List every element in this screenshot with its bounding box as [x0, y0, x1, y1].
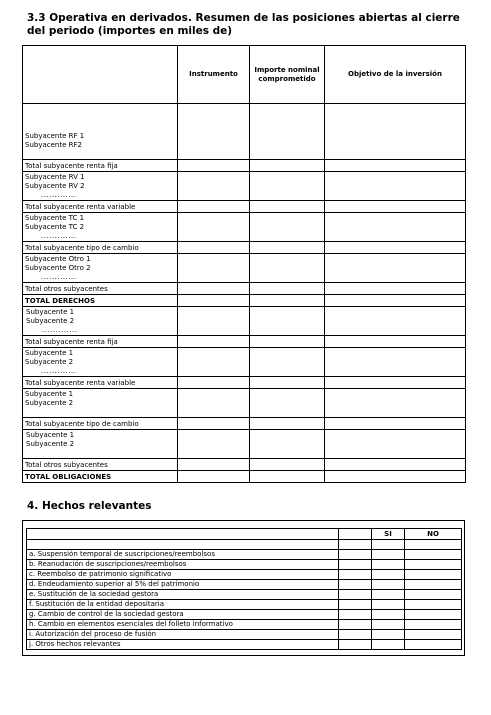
value-cell[interactable]: [325, 459, 466, 471]
hecho-no-cell[interactable]: [405, 620, 462, 630]
hecho-spacer-cell: [339, 570, 372, 580]
row-label: [23, 459, 178, 471]
row-label-line: Subyacente 1: [25, 390, 74, 398]
row-label: [23, 213, 178, 242]
table-row: [23, 307, 466, 336]
row-label: [23, 430, 178, 459]
row-label-line: .............: [41, 273, 77, 281]
row-label-line: Total subyacente tipo de cambio: [25, 244, 139, 252]
row-label-line: Subyacente Otro 1: [25, 255, 91, 263]
value-cell[interactable]: [178, 348, 250, 377]
row-label-line: Total otros subyacentes: [25, 285, 108, 293]
row-label-line: Total subyacente renta variable: [25, 379, 136, 387]
table-row: [23, 104, 466, 160]
hecho-si-cell[interactable]: [372, 590, 405, 600]
header-importe-nominal: Importe nominal comprometido: [250, 46, 325, 104]
value-cell[interactable]: [325, 348, 466, 377]
value-cell[interactable]: [178, 377, 250, 389]
row-label-line: [25, 150, 175, 159]
value-cell[interactable]: [178, 283, 250, 295]
hecho-label: h. Cambio en elementos esenciales del folleto informativo: [27, 620, 339, 630]
hechos-header-si: SI: [372, 529, 405, 540]
row-label-line: .............: [41, 232, 77, 240]
value-cell[interactable]: [178, 160, 250, 172]
table-row: [23, 348, 466, 377]
row-label-line: Total subyacente renta fija: [25, 162, 118, 170]
row-label: [23, 377, 178, 389]
hecho-label: e. Sustitución de la sociedad gestora: [27, 590, 339, 600]
row-label-line: Subyacente TC 1: [25, 214, 85, 222]
value-cell[interactable]: [250, 336, 325, 348]
hecho-label: j. Otros hechos relevantes: [27, 640, 339, 650]
value-cell[interactable]: [325, 172, 466, 201]
row-label-line: [25, 408, 175, 417]
row-label: [23, 201, 178, 213]
value-cell[interactable]: [178, 254, 250, 283]
value-cell[interactable]: [250, 201, 325, 213]
row-label: [23, 242, 178, 254]
value-cell[interactable]: [325, 307, 466, 336]
list-item: [27, 550, 462, 560]
value-cell[interactable]: [178, 418, 250, 430]
value-cell[interactable]: [178, 213, 250, 242]
hecho-si-cell[interactable]: [372, 550, 405, 560]
table-row: [23, 213, 466, 242]
row-label-line: [25, 114, 175, 123]
row-label-line: .............: [41, 191, 77, 199]
value-cell[interactable]: [178, 430, 250, 459]
row-label: [23, 172, 178, 201]
value-cell[interactable]: [325, 213, 466, 242]
row-label-line: TOTAL DERECHOS: [25, 297, 96, 305]
row-label: [23, 295, 178, 307]
row-label-line: Subyacente 2: [25, 399, 74, 407]
hecho-si-cell[interactable]: [372, 630, 405, 640]
row-label-line: [25, 105, 175, 114]
row-label: [23, 254, 178, 283]
row-label-line: Subyacente 1: [26, 308, 75, 316]
derivatives-table: [22, 45, 466, 483]
hecho-si-cell[interactable]: [372, 570, 405, 580]
hecho-label: c. Reembolso de patrimonio significativo: [27, 570, 339, 580]
hecho-no-cell[interactable]: [405, 610, 462, 620]
value-cell[interactable]: [325, 254, 466, 283]
table-row: [23, 172, 466, 201]
table-row: [23, 418, 466, 430]
row-label: [23, 104, 178, 160]
table-row: [23, 283, 466, 295]
row-label: [23, 283, 178, 295]
value-cell[interactable]: [250, 104, 325, 160]
row-label-line: TOTAL OBLIGACIONES: [25, 473, 112, 481]
row-label-line: .............: [41, 367, 77, 375]
value-cell[interactable]: [250, 389, 325, 418]
hecho-no-cell[interactable]: [405, 570, 462, 580]
value-cell[interactable]: [178, 307, 250, 336]
section-3-3-title: 3.3 Operativa en derivados. Resumen de las posiciones abiertas al cierre del periodo (importes en miles de): [27, 12, 460, 37]
value-cell[interactable]: [250, 471, 325, 483]
value-cell[interactable]: [250, 459, 325, 471]
value-cell[interactable]: [178, 389, 250, 418]
hecho-no-cell[interactable]: [405, 560, 462, 570]
hecho-no-cell[interactable]: [405, 640, 462, 650]
hecho-spacer-cell: [339, 590, 372, 600]
hecho-spacer-cell: [339, 580, 372, 590]
hecho-si-cell[interactable]: [372, 580, 405, 590]
table-row: [23, 430, 466, 459]
row-label-line: Subyacente TC 2: [25, 223, 85, 231]
hecho-no-cell[interactable]: [405, 630, 462, 640]
value-cell[interactable]: [178, 459, 250, 471]
row-label-line: Subyacente Otro 2: [25, 264, 91, 272]
section-4-title: 4. Hechos relevantes: [27, 500, 152, 512]
hecho-spacer-cell: [339, 640, 372, 650]
value-cell[interactable]: [250, 213, 325, 242]
row-label-line: Total subyacente renta fija: [25, 338, 118, 346]
hecho-spacer-cell: [339, 630, 372, 640]
table-row: [23, 459, 466, 471]
value-cell[interactable]: [178, 201, 250, 213]
row-label-line: [26, 449, 175, 458]
value-cell[interactable]: [250, 283, 325, 295]
value-cell[interactable]: [178, 104, 250, 160]
table-row: [23, 471, 466, 483]
row-label: [23, 348, 178, 377]
list-item: [27, 580, 462, 590]
value-cell[interactable]: [178, 336, 250, 348]
hecho-si-cell[interactable]: [372, 620, 405, 630]
header-instrumento: Instrumento: [178, 46, 250, 104]
list-item: [27, 560, 462, 570]
row-label-line: Subyacente 2: [25, 358, 74, 366]
value-cell[interactable]: [325, 430, 466, 459]
table-row: [23, 254, 466, 283]
row-label: [23, 389, 178, 418]
row-label-line: [25, 123, 175, 132]
value-cell[interactable]: [178, 242, 250, 254]
row-label-line: Total subyacente tipo de cambio: [25, 420, 139, 428]
row-label-line: .............: [42, 326, 78, 334]
value-cell[interactable]: [325, 389, 466, 418]
hecho-spacer-cell: [339, 550, 372, 560]
list-item: [27, 640, 462, 650]
row-label-line: Subyacente 1: [26, 431, 75, 439]
value-cell[interactable]: [250, 295, 325, 307]
hecho-label: b. Reanudación de suscripciones/reembolsos: [27, 560, 339, 570]
row-label-line: Subyacente 2: [26, 317, 75, 325]
header-empty: [23, 46, 178, 104]
row-label-line: Subyacente 1: [25, 349, 74, 357]
hechos-relevantes-table: [26, 528, 462, 650]
hecho-label: i. Autorización del proceso de fusión: [27, 630, 339, 640]
value-cell[interactable]: [325, 283, 466, 295]
row-label: [23, 307, 178, 336]
value-cell[interactable]: [250, 160, 325, 172]
table-row: [23, 242, 466, 254]
table-row: [23, 336, 466, 348]
hecho-no-cell[interactable]: [405, 550, 462, 560]
table-row: [23, 201, 466, 213]
row-label-line: Subyacente RV 1: [25, 173, 85, 181]
table-row: [23, 295, 466, 307]
derivatives-table-body: [23, 104, 466, 483]
row-label-line: Subyacente RV 2: [25, 182, 85, 190]
hechos-relevantes-box: [22, 520, 465, 656]
hechos-header-spacer: [339, 529, 372, 540]
row-label: [23, 160, 178, 172]
hecho-label: f. Sustitución de la entidad depositaria: [27, 600, 339, 610]
value-cell[interactable]: [178, 295, 250, 307]
hechos-table-body: [27, 550, 462, 650]
hecho-label: a. Suspensión temporal de suscripciones/reembolsos: [27, 550, 339, 560]
value-cell[interactable]: [250, 430, 325, 459]
hecho-si-cell[interactable]: [372, 560, 405, 570]
list-item: [27, 610, 462, 620]
hecho-spacer-cell: [339, 560, 372, 570]
value-cell[interactable]: [325, 471, 466, 483]
value-cell[interactable]: [250, 307, 325, 336]
hecho-label: g. Cambio de control de la sociedad gestora: [27, 610, 339, 620]
table-row: [23, 160, 466, 172]
row-label-line: Total subyacente renta variable: [25, 203, 136, 211]
value-cell[interactable]: [325, 104, 466, 160]
row-label: [23, 471, 178, 483]
hecho-spacer-cell: [339, 620, 372, 630]
list-item: [27, 620, 462, 630]
row-label-line: Subyacente RF 1: [25, 132, 85, 140]
hecho-no-cell[interactable]: [405, 600, 462, 610]
hecho-spacer-cell: [339, 600, 372, 610]
list-item: [27, 570, 462, 580]
value-cell[interactable]: [250, 348, 325, 377]
row-label-line: Subyacente 2: [26, 440, 75, 448]
hecho-si-cell[interactable]: [372, 610, 405, 620]
value-cell[interactable]: [325, 242, 466, 254]
value-cell[interactable]: [325, 160, 466, 172]
hechos-header-empty: [27, 529, 339, 540]
hecho-si-cell[interactable]: [372, 640, 405, 650]
header-objetivo-inversion: Objetivo de la inversión: [325, 46, 466, 104]
value-cell[interactable]: [250, 418, 325, 430]
hecho-no-cell[interactable]: [405, 590, 462, 600]
value-cell[interactable]: [250, 172, 325, 201]
value-cell[interactable]: [178, 471, 250, 483]
value-cell[interactable]: [250, 254, 325, 283]
hecho-si-cell[interactable]: [372, 600, 405, 610]
value-cell[interactable]: [325, 295, 466, 307]
list-item: [27, 590, 462, 600]
row-label-line: Total otros subyacentes: [25, 461, 108, 469]
value-cell[interactable]: [325, 377, 466, 389]
table-row: [23, 389, 466, 418]
list-item: [27, 630, 462, 640]
value-cell[interactable]: [178, 172, 250, 201]
hecho-label: d. Endeudamiento superior al 5% del patrimonio: [27, 580, 339, 590]
hecho-no-cell[interactable]: [405, 580, 462, 590]
hecho-spacer-cell: [339, 610, 372, 620]
row-label: [23, 418, 178, 430]
table-row: [23, 377, 466, 389]
row-label: [23, 336, 178, 348]
value-cell[interactable]: [325, 336, 466, 348]
value-cell[interactable]: [325, 201, 466, 213]
value-cell[interactable]: [250, 242, 325, 254]
list-item: [27, 600, 462, 610]
hechos-header-no: NO: [405, 529, 462, 540]
row-label-line: Subyacente RF2: [25, 141, 82, 149]
value-cell[interactable]: [250, 377, 325, 389]
value-cell[interactable]: [325, 418, 466, 430]
